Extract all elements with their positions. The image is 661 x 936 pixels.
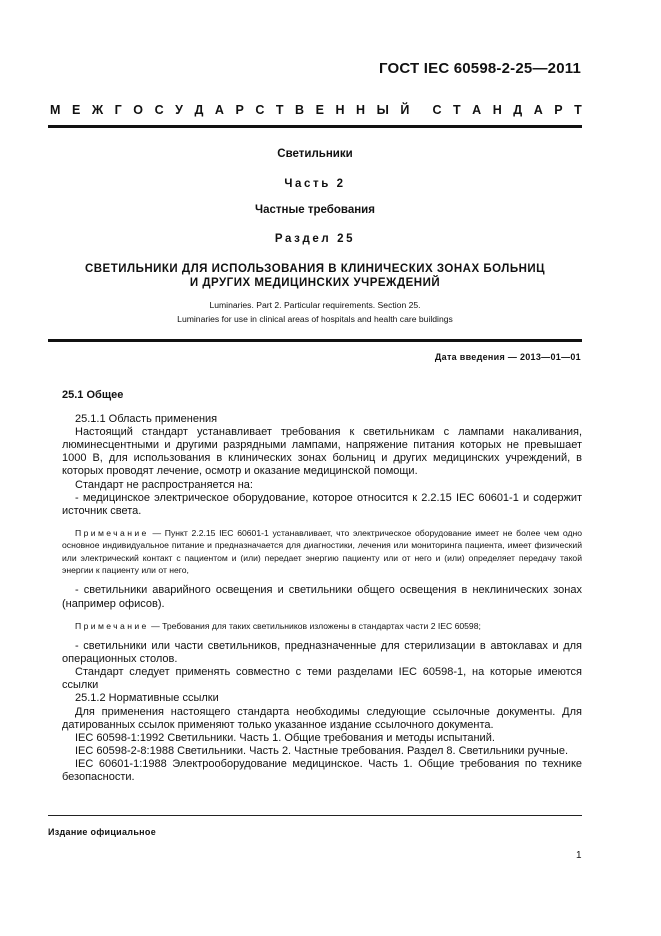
not-apply-paragraph: Стандарт не распространяется на: <box>75 478 253 491</box>
standard-type-letter: У <box>175 103 183 117</box>
note-paragraph <box>62 527 582 577</box>
standard-type-letter: Г <box>114 103 122 117</box>
note-text: — Требования для таких светильников изложены в стандартах части 2 IEC 60598; <box>151 620 481 631</box>
standard-type-letter: Р <box>235 103 244 117</box>
standard-type-letter: О <box>133 103 144 117</box>
standard-type-letter: А <box>472 103 482 117</box>
main-title-line: СВЕТИЛЬНИКИ ДЛЯ ИСПОЛЬЗОВАНИЯ В КЛИНИЧЕСКИХ ЗОНАХ БОЛЬНИЦ <box>84 263 546 275</box>
standard-type-letter: Ж <box>91 103 104 117</box>
standard-type-letter: В <box>295 103 305 117</box>
standard-type-letter: Т <box>574 103 582 117</box>
page-number: 1 <box>576 850 582 861</box>
note-label: Примечание <box>75 527 149 538</box>
english-title-line: Luminaries for use in clinical areas of hospitals and health care buildings <box>177 314 453 324</box>
top-divider <box>48 125 582 128</box>
standard-type-letter: С <box>432 103 442 117</box>
standard-type-letter: Н <box>335 103 345 117</box>
note-paragraph <box>62 620 582 632</box>
footer-divider <box>48 815 582 816</box>
title-part: Часть 2 <box>284 178 346 190</box>
reference-item: IEC 60598-2-8:1988 Светильники. Часть 2. Частные требования. Раздел 8. Светильники ручные. <box>75 744 569 757</box>
title-section: Раздел 25 <box>274 233 356 245</box>
title-divider <box>48 339 582 342</box>
standard-type-letter: С <box>154 103 164 117</box>
exclusion-item: - светильники или части светильников, предназначенные для стерилизации в автоклавах и для операционных столов. <box>62 640 582 666</box>
english-title <box>48 298 582 326</box>
standard-type-letter: Й <box>400 103 410 117</box>
standard-type-letter: А <box>214 103 224 117</box>
exclusion-item: - светильники аварийного освещения и светильники общего освещения в неклинических зонах (например офисов). <box>62 584 582 610</box>
document-code: ГОСТ IEC 60598-2-25—2011 <box>378 60 581 77</box>
section-heading: 25.1 Общее <box>62 389 124 401</box>
standard-type-letter: Н <box>356 103 366 117</box>
main-title <box>48 262 582 290</box>
edition-label: Издание официальное <box>48 827 157 837</box>
standard-type-letter: Е <box>71 103 81 117</box>
scope-heading: 25.1.1 Область применения <box>75 413 218 426</box>
english-title-line: Luminaries. Part 2. Particular requirements. Section 25. <box>209 300 421 310</box>
standard-type-letter: Т <box>275 103 284 117</box>
standard-type-letter: Р <box>554 103 563 117</box>
introduction-date: Дата введения — 2013—01—01 <box>434 352 581 362</box>
standard-type-letter: С <box>255 103 265 117</box>
standard-type-letter: Е <box>315 103 324 117</box>
apply-with-paragraph: Стандарт следует применять совместно с теми разделами IEC 60598-1, на которые имеются ссылки <box>62 666 582 692</box>
standard-type-letter: М <box>50 103 61 117</box>
standard-type-letter: Н <box>492 103 502 117</box>
standard-type-letter: Ы <box>376 103 389 117</box>
references-paragraph: Для применения настоящего стандарта необходимы следующие ссылочные документы. Для датированных ссылок применяют только указанное издание ссылочного документа. <box>62 705 582 731</box>
title-subject: Светильники <box>277 148 353 160</box>
reference-item: IEC 60598-1:1992 Светильники. Часть 1. Общие требования и методы испытаний. <box>75 731 495 744</box>
main-text <box>62 389 582 784</box>
main-title-line: И ДРУГИХ МЕДИЦИНСКИХ УЧРЕЖДЕНИЙ <box>189 277 441 289</box>
note-label: Примечание <box>75 620 149 631</box>
standard-type-letter: Д <box>194 103 204 117</box>
standard-type-heading <box>50 103 582 117</box>
references-heading: 25.1.2 Нормативные ссылки <box>75 692 219 705</box>
exclusion-item: - медицинское электрическое оборудование, которое относится к 2.2.15 IEC 60601-1 и содержит источник света. <box>62 491 582 517</box>
standard-type-letter: Т <box>453 103 461 117</box>
note-text: — Пункт 2.2.15 IEC 60601-1 устанавливает, что электрическое оборудование имеет не более чем одно основное индивидуальное питание и предназначается для диагностики, лечения или мониторинга пациента, имеет физический или электрический контакт с пациентом и (или) передает энергию пациенту или от него и (или) определяет передачу такой энергии к пациенту или от него, <box>62 527 582 576</box>
scope-paragraph: Настоящий стандарт устанавливает требования к светильникам с лампами накаливания, люминесцентными и другими разрядными лампами, напряжение питания которых не превышает 1000 В, для использования в клинических зонах больниц и других медицинских учреждений, в которых проводят лечение, осмотр и оказание медицинской помощи. <box>62 426 582 478</box>
standard-type-letter: А <box>533 103 543 117</box>
title-particular: Частные требования <box>255 204 375 216</box>
reference-item: IEC 60601-1:1988 Электрооборудование медицинское. Часть 1. Общие требования по технике безопасности. <box>62 757 582 783</box>
standard-type-letter: Д <box>513 103 523 117</box>
